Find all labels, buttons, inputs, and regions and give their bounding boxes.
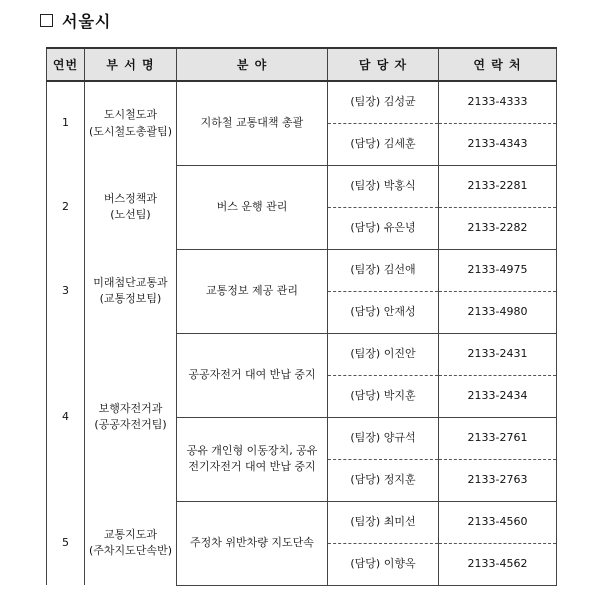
phone-number: 2133-4333: [439, 81, 557, 123]
phone-number: 2133-4975: [439, 249, 557, 291]
phone-number: 2133-2431: [439, 333, 557, 375]
field-cell: 버스 운행 관리: [177, 165, 328, 249]
department-cell: [85, 81, 177, 165]
phone-number: 2133-4562: [439, 543, 557, 585]
header-person: 담 당 자: [328, 48, 439, 81]
header-no: 연번: [47, 48, 85, 81]
person-name: (팀장) 김선애: [328, 249, 439, 291]
row-number: 4: [47, 333, 85, 501]
contacts-table: [46, 47, 557, 586]
field-line: 전기자전거 대여 반납 중지: [188, 460, 316, 473]
team-name: (주차지도단속반): [89, 544, 172, 557]
department-name: 도시철도과: [103, 108, 158, 121]
phone-number: 2133-2761: [439, 417, 557, 459]
phone-number: 2133-2281: [439, 165, 557, 207]
table-row: [47, 81, 557, 123]
table-row: [47, 165, 557, 207]
phone-number: 2133-4560: [439, 501, 557, 543]
department-name: 교통지도과: [103, 527, 158, 541]
table-row: [47, 333, 557, 375]
row-number: 3: [47, 249, 85, 333]
row-number: 5: [47, 501, 85, 585]
title-text: 서울시: [62, 11, 112, 31]
field-cell: 교통정보 제공 관리: [177, 249, 328, 333]
team-name: (도시철도총괄팀): [89, 124, 172, 138]
row-number: 1: [47, 81, 85, 165]
person-name: (담당) 김세훈: [328, 123, 439, 165]
department-cell: [85, 333, 177, 501]
department-name: 버스정책과: [103, 191, 158, 205]
person-name: (팀장) 양규석: [328, 417, 439, 459]
field-cell: [177, 417, 328, 501]
header-field: 분 야: [177, 48, 328, 81]
table-row: [47, 249, 557, 291]
phone-number: 2133-4343: [439, 123, 557, 165]
field-cell: 지하철 교통대책 총괄: [177, 81, 328, 165]
person-name: (담당) 이향옥: [328, 543, 439, 585]
header-row: [47, 48, 557, 81]
team-name: (교통정보팀): [99, 292, 162, 305]
person-name: (팀장) 김성균: [328, 81, 439, 123]
team-name: (노선팀): [110, 208, 151, 221]
header-dept: 부 서 명: [85, 48, 177, 81]
field-cell: 공공자전거 대여 반납 중지: [177, 333, 328, 417]
field-cell: 주정차 위반차량 지도단속: [177, 501, 328, 585]
department-cell: [85, 501, 177, 585]
person-name: (팀장) 박홍식: [328, 165, 439, 207]
person-name: (팀장) 최미선: [328, 501, 439, 543]
phone-number: 2133-4980: [439, 291, 557, 333]
department-name: 보행자전거과: [98, 401, 163, 415]
department-cell: [85, 165, 177, 249]
person-name: (담당) 정지훈: [328, 459, 439, 501]
field-line: 공유 개인형 이동장치, 공유: [186, 443, 318, 457]
department-cell: [85, 249, 177, 333]
person-name: (팀장) 이진안: [328, 333, 439, 375]
table-row: [47, 501, 557, 543]
row-number: 2: [47, 165, 85, 249]
checkbox-icon: [40, 14, 53, 27]
team-name: (공공자전거팀): [94, 418, 167, 431]
person-name: (담당) 박지훈: [328, 375, 439, 417]
phone-number: 2133-2282: [439, 207, 557, 249]
phone-number: 2133-2763: [439, 459, 557, 501]
person-name: (담당) 유은녕: [328, 207, 439, 249]
phone-number: 2133-2434: [439, 375, 557, 417]
section-title: [40, 8, 111, 32]
header-phone: 연 락 처: [439, 48, 557, 81]
person-name: (담당) 안재성: [328, 291, 439, 333]
department-name: 미래첨단교통과: [93, 275, 168, 289]
